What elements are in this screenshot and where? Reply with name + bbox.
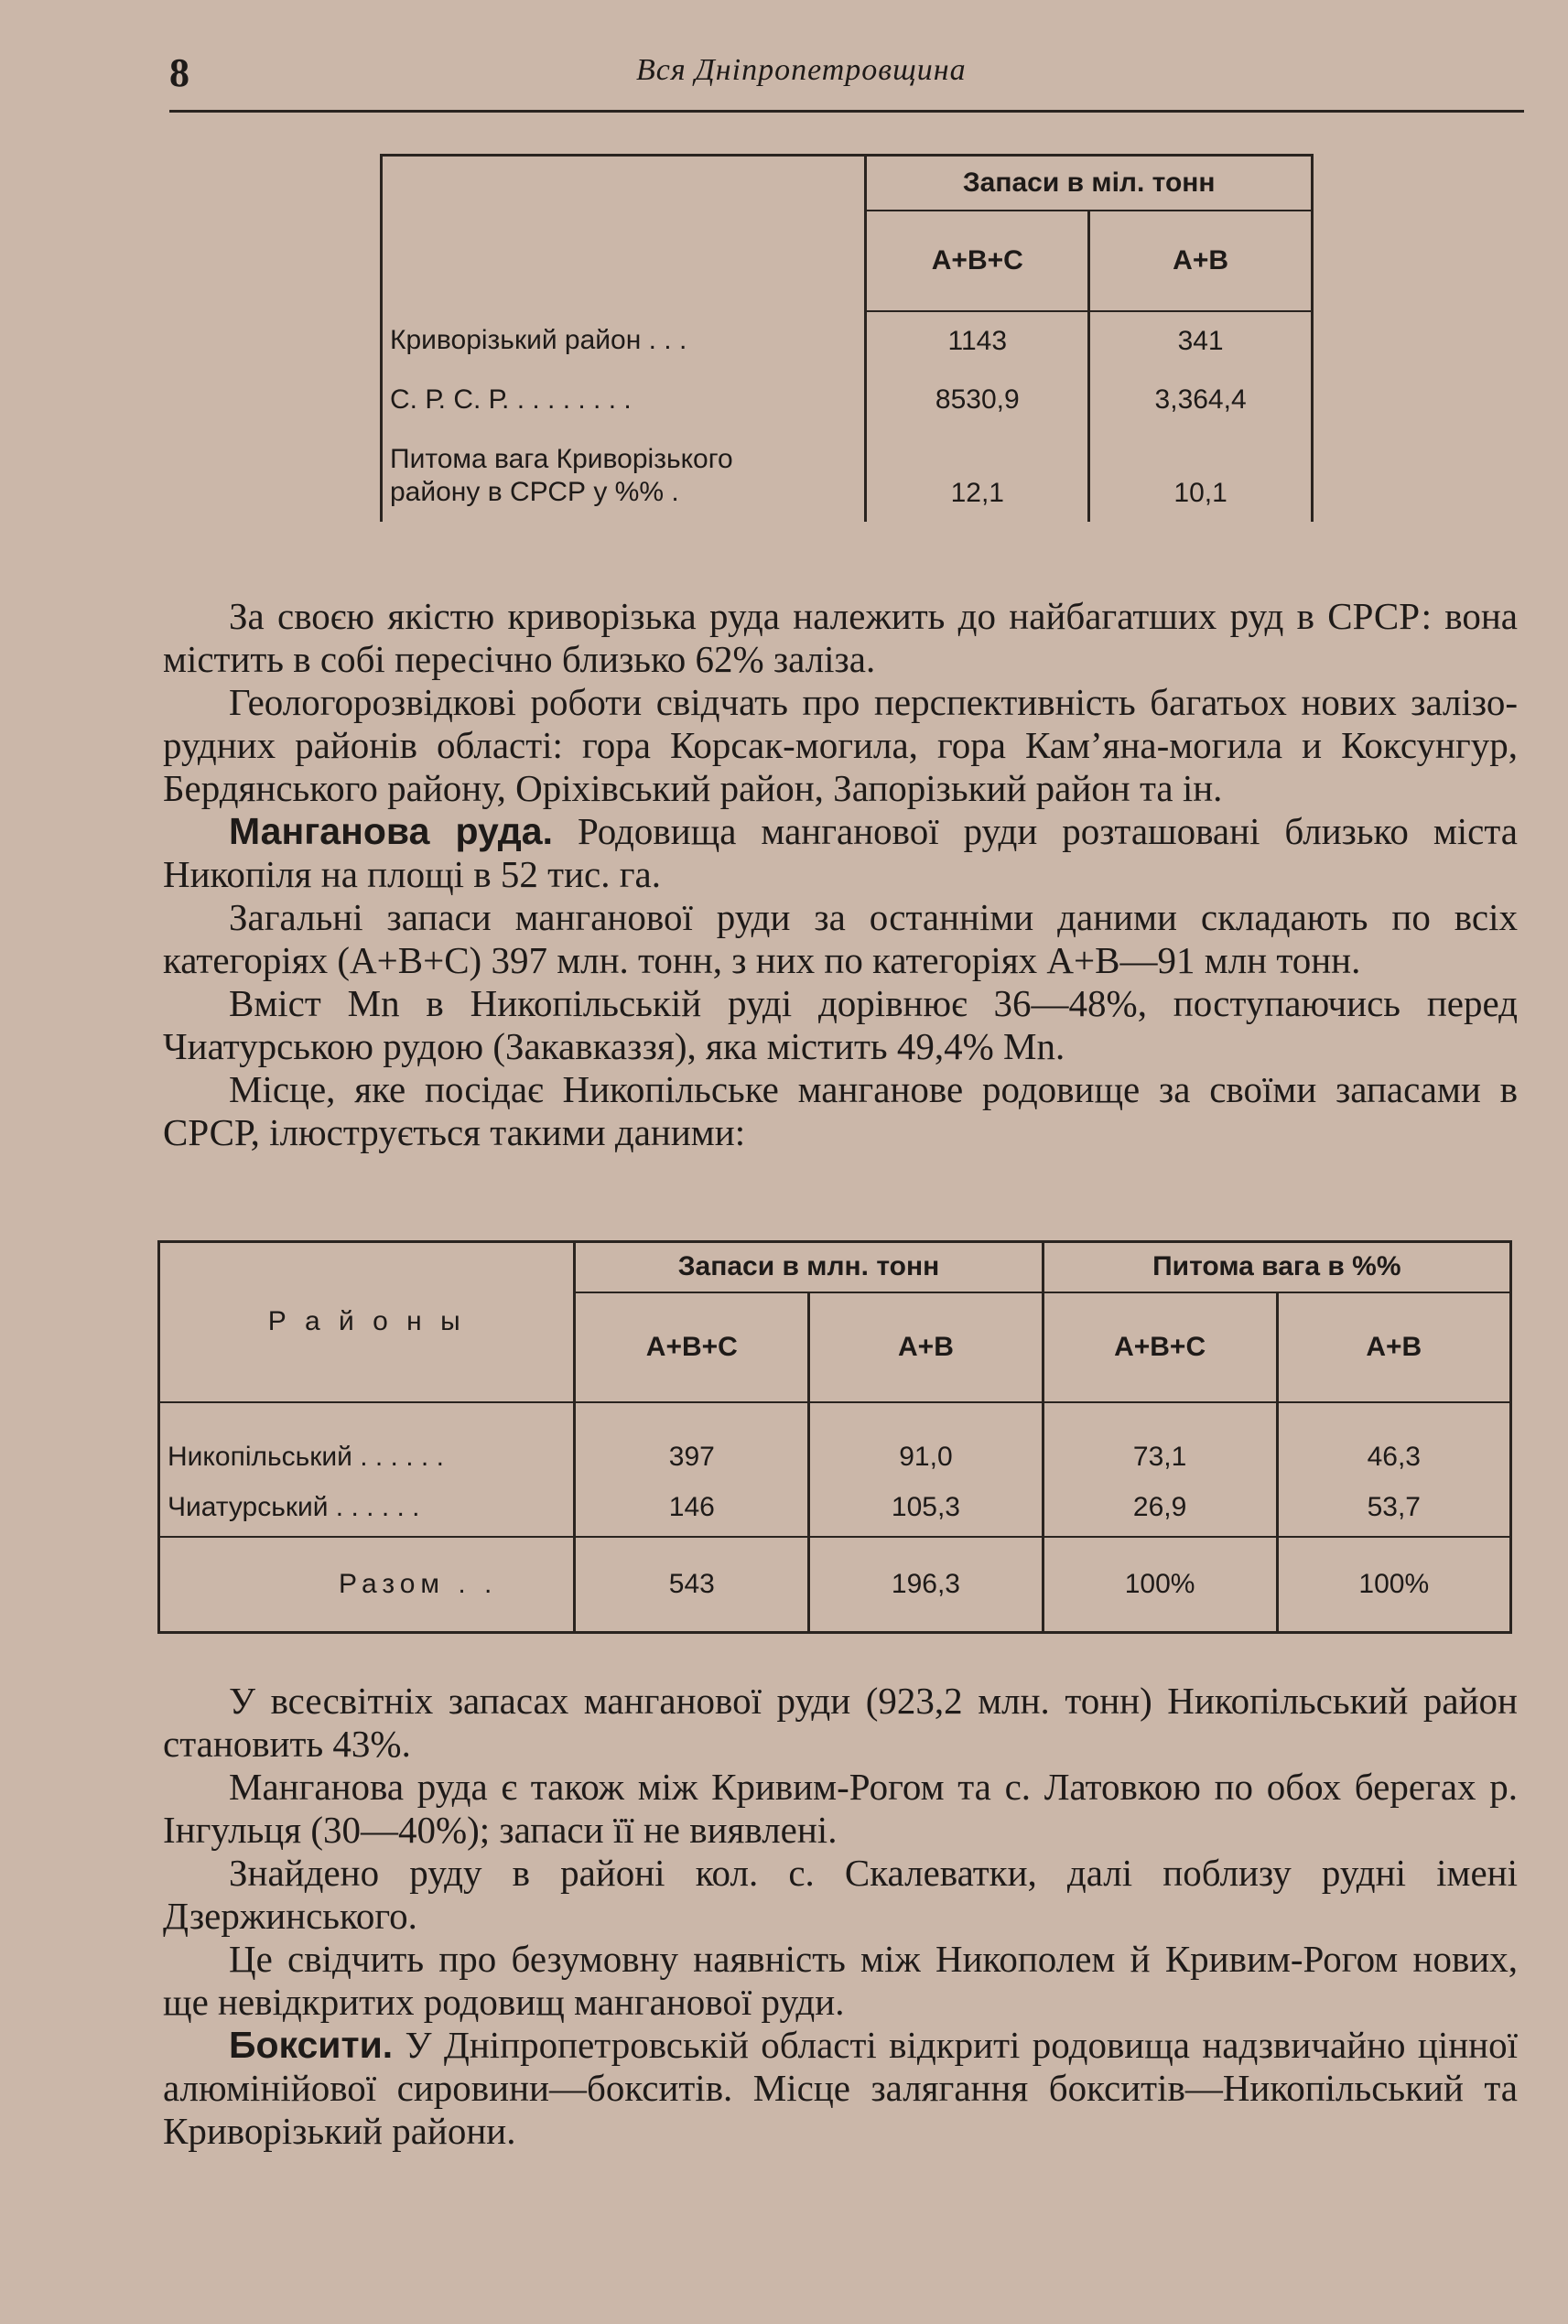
table2-cell: 196,3 xyxy=(809,1537,1043,1633)
section-heading: Боксити. xyxy=(229,2024,394,2066)
table1-cell-abc: 1143 xyxy=(866,311,1089,371)
table2-cell: 46,3 xyxy=(1277,1402,1510,1480)
paragraph xyxy=(163,810,1518,896)
table2-row-label: Чиатурський . . . . . . xyxy=(159,1480,575,1537)
table1-cell-abc: 12,1 xyxy=(866,430,1089,522)
table-row xyxy=(382,430,1313,522)
table2-cell: 26,9 xyxy=(1043,1480,1277,1537)
table2-group-reserves: Запаси в млн. тонн xyxy=(575,1242,1043,1292)
text-block-1 xyxy=(163,595,1518,1154)
table2-cell: 53,7 xyxy=(1277,1480,1510,1537)
paragraph xyxy=(163,2024,1518,2153)
table-row xyxy=(382,311,1313,371)
paragraph: За своєю якістю криворізька руда належить до найбагатших руд в СРСР: вона містить в собі пересічно близько 62% заліза. xyxy=(163,595,1518,680)
table2-cell: 397 xyxy=(575,1402,809,1480)
table2-group-share: Питома вага в %% xyxy=(1043,1242,1510,1292)
table2-col-reserves-abc: А+В+С xyxy=(575,1292,809,1402)
running-head xyxy=(169,46,1524,110)
table1-cell-ab: 3,364,4 xyxy=(1089,371,1313,430)
paragraph: Це свідчить про безумовну наявність між Никополем й Кривим-Рогом нових, ще невідкритих родовищ манганової руди. xyxy=(163,1938,1518,2023)
table-row xyxy=(382,371,1313,430)
table-row xyxy=(159,1480,1511,1537)
table2-col-regions: Р а й о н ы xyxy=(159,1242,575,1402)
running-title: Вся Дніпропетровщина xyxy=(636,53,967,87)
text-block-2 xyxy=(163,1680,1518,2153)
table1-corner-cell xyxy=(382,156,866,311)
paragraph: Місце, яке посідає Никопільське манганове родовище за своїми запасами в СРСР, ілюструється такими даними: xyxy=(163,1068,1518,1153)
table2-cell: 100% xyxy=(1277,1537,1510,1633)
table2-total-label: Разом . . xyxy=(159,1537,575,1633)
paragraph: У всесвітніх запасах манганової руди (923,2 млн. тонн) Никопільський район становить 43%. xyxy=(163,1680,1518,1765)
table2-cell: 73,1 xyxy=(1043,1402,1277,1480)
section-heading: Манганова руда. xyxy=(229,810,553,852)
table1-row-label: Питома вага Криворізького району в СРСР у %% . xyxy=(382,430,866,522)
table-row xyxy=(159,1402,1511,1480)
table1-group-header: Запаси в міл. тонн xyxy=(866,156,1313,211)
table2-col-share-ab: А+В xyxy=(1277,1292,1510,1402)
table2-cell: 100% xyxy=(1043,1537,1277,1633)
paragraph-text: У Дніпропетровській області відкриті родовища надзвичайно цінної алюмінійової сировини—бокситів. Місце залягання бокситів—Никопільський та Криворізький райони. xyxy=(163,2024,1518,2152)
table1-row-label: С. Р. С. Р. . . . . . . . . xyxy=(382,371,866,430)
table2-col-share-abc: А+В+С xyxy=(1043,1292,1277,1402)
table2-cell: 146 xyxy=(575,1480,809,1537)
paragraph-text: Родовища манганової руди розташовані близько міста Никопіля на площі в 52 тис. га. xyxy=(163,810,1518,895)
header-rule xyxy=(169,110,1524,113)
table-total-row xyxy=(159,1537,1511,1633)
manganese-reserves-table xyxy=(157,1240,1512,1634)
table1-cell-ab: 341 xyxy=(1089,311,1313,371)
page-number: 8 xyxy=(169,50,189,95)
table1-row-label: Криворізький район . . . xyxy=(382,311,866,371)
paragraph: Геологорозвідкові роботи свідчать про перспективність багатьох нових залізо-рудних районів області: гора Корсак-могила, гора Кам’яна-могила и Коксунгур, Бердянського району, Оріхівський район, Запорізький район та ін. xyxy=(163,681,1518,809)
table2-row-label: Никопільський . . . . . . xyxy=(159,1402,575,1480)
paragraph: Загальні запаси манганової руди за останніми даними складають по всіх категоріях (А+В+С) 397 млн. тонн, з них по категоріях А+В—91 млн тонн. xyxy=(163,896,1518,981)
paragraph: Манганова руда є також між Кривим-Рогом та с. Латовкою по обох берегах р. Інгульця (30—40%); запаси її не виявлені. xyxy=(163,1766,1518,1851)
paragraph: Знайдено руду в районі кол. с. Скалеватки, далі поблизу рудні імені Дзержинського. xyxy=(163,1852,1518,1937)
table2-cell: 91,0 xyxy=(809,1402,1043,1480)
paragraph: Вміст Mn в Никопільській руді дорівнює 36—48%, поступаючись перед Чиатурською рудою (Закавказзя), яка містить 49,4% Mn. xyxy=(163,982,1518,1067)
table1-cell-abc: 8530,9 xyxy=(866,371,1089,430)
table1-col-ab: А+В xyxy=(1089,211,1313,311)
table2-cell: 105,3 xyxy=(809,1480,1043,1537)
table2-col-reserves-ab: А+В xyxy=(809,1292,1043,1402)
table1-col-abc: А+В+С xyxy=(866,211,1089,311)
table1-cell-ab: 10,1 xyxy=(1089,430,1313,522)
table2-cell: 543 xyxy=(575,1537,809,1633)
iron-ore-reserves-table xyxy=(380,154,1314,522)
